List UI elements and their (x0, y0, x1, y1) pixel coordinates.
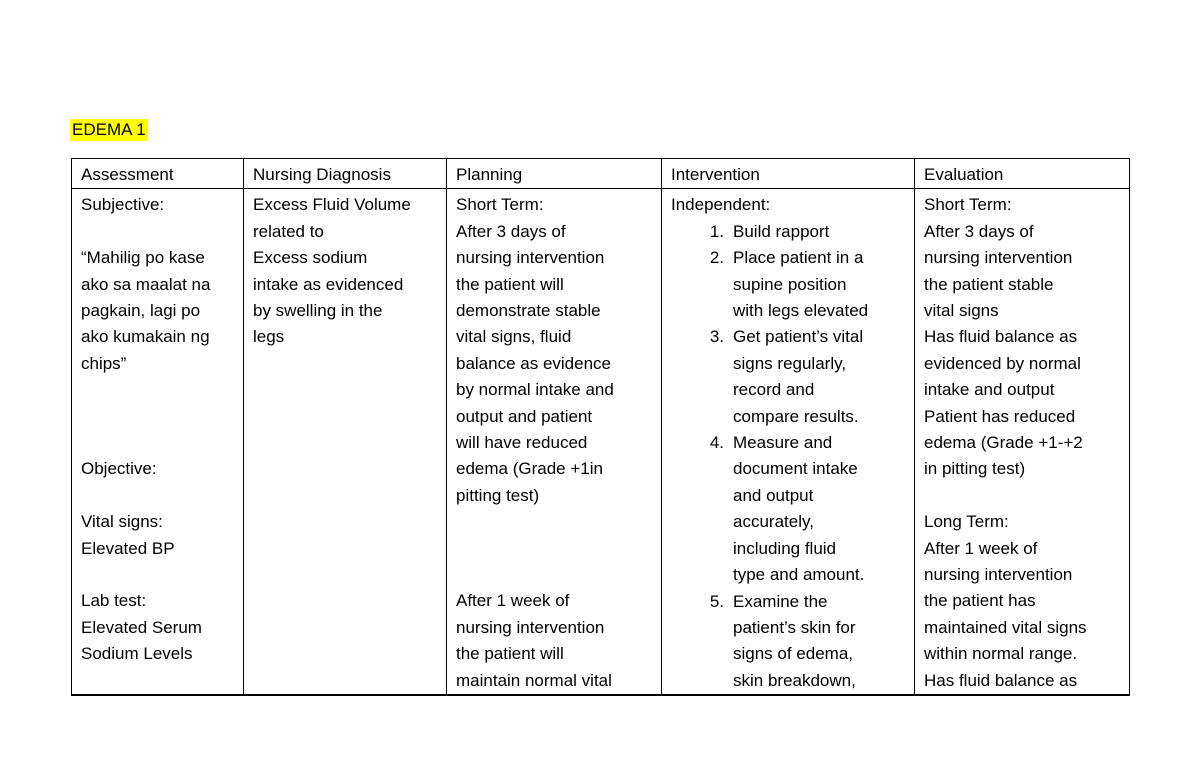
lab-test-value: Elevated Serum (81, 617, 202, 637)
short-term-label: Short Term: (456, 195, 544, 215)
patient-quote-line: ako sa maalat na (81, 274, 211, 294)
evaluation-cell (915, 189, 1130, 695)
diagnosis-line: intake as evidenced (253, 274, 404, 294)
header-intervention: Intervention (662, 159, 915, 189)
step-text: supine position (733, 274, 847, 294)
evaluation-long-line: nursing intervention (924, 565, 1073, 585)
patient-quote-line: pagkain, lagi po (81, 301, 201, 321)
step-text: with legs elevated (733, 301, 869, 321)
objective-label: Objective: (81, 459, 157, 479)
evaluation-short-line: Patient has reduced (924, 406, 1076, 426)
planning-short-line: vital signs, fluid (456, 327, 572, 347)
step-text: and output (733, 485, 814, 505)
planning-short-line: the patient will (456, 274, 564, 294)
step-number: 2. (709, 248, 724, 268)
step-text: compare results. (733, 406, 859, 426)
planning-short-line: edema (Grade +1in (456, 459, 603, 479)
intervention-list (671, 219, 905, 694)
short-term-label: Short Term: (924, 195, 1012, 215)
evaluation-short-line: the patient stable (924, 274, 1054, 294)
lab-test-value: Sodium Levels (81, 644, 193, 664)
step-text: Build rapport (733, 221, 830, 241)
planning-short-line: demonstrate stable (456, 301, 601, 321)
evaluation-short-line: After 3 days of (924, 221, 1034, 241)
planning-short-line: by normal intake and (456, 380, 614, 400)
planning-short-line: nursing intervention (456, 248, 605, 268)
diagnosis-line: related to (253, 221, 324, 241)
evaluation-short-line: evidenced by normal (924, 353, 1081, 373)
planning-short-line: balance as evidence (456, 353, 612, 373)
planning-long-line: After 1 week of (456, 591, 570, 611)
evaluation-long-line: maintained vital signs (924, 617, 1087, 637)
evaluation-long-line: After 1 week of (924, 538, 1038, 558)
step-text: Get patient’s vital (733, 327, 864, 347)
step-text: Examine the (733, 591, 828, 611)
header-evaluation: Evaluation (915, 159, 1130, 189)
patient-quote-line: “Mahilig po kase (81, 248, 205, 268)
step-text: Measure and (733, 433, 833, 453)
planning-short-line: pitting test) (456, 485, 540, 505)
long-term-label: Long Term: (924, 512, 1009, 532)
step-text: accurately, (733, 512, 814, 532)
step-text: skin breakdown, (733, 670, 856, 690)
step-text: type and amount. (733, 565, 865, 585)
header-nursing-diagnosis: Nursing Diagnosis (244, 159, 447, 189)
planning-cell (447, 189, 662, 695)
header-planning: Planning (447, 159, 662, 189)
step-text: document intake (733, 459, 858, 479)
lab-test-label: Lab test: (81, 591, 147, 611)
planning-long-line: nursing intervention (456, 617, 605, 637)
list-item (671, 430, 905, 588)
step-number: 1. (709, 221, 724, 241)
planning-long-line: maintain normal vital (456, 670, 612, 690)
evaluation-short-line: edema (Grade +1-+2 (924, 433, 1083, 453)
step-text: signs of edema, (733, 644, 854, 664)
assessment-cell (72, 189, 244, 695)
header-assessment: Assessment (72, 159, 244, 189)
evaluation-short-line: vital signs (924, 301, 999, 321)
subjective-label: Subjective: (81, 195, 165, 215)
evaluation-long-line: within normal range. (924, 644, 1078, 664)
planning-short-line: output and patient (456, 406, 593, 426)
step-text: including fluid (733, 538, 837, 558)
list-item (671, 324, 905, 430)
evaluation-short-line: Has fluid balance as (924, 327, 1078, 347)
list-item (671, 589, 905, 695)
planning-short-line: will have reduced (456, 433, 588, 453)
patient-quote-line: chips” (81, 353, 127, 373)
nursing-care-plan-table (71, 158, 1130, 696)
diagnosis-line: Excess Fluid Volume (253, 195, 411, 215)
evaluation-long-line: Has fluid balance as (924, 670, 1078, 690)
intervention-cell (662, 189, 915, 695)
evaluation-short-line: intake and output (924, 380, 1055, 400)
list-item (671, 219, 905, 245)
planning-long-line: the patient will (456, 644, 564, 664)
independent-label: Independent: (671, 195, 771, 215)
diagnosis-line: by swelling in the (253, 301, 383, 321)
vital-signs-label: Vital signs: (81, 512, 163, 532)
diagnosis-line: legs (253, 327, 285, 347)
table-row (72, 189, 1130, 695)
evaluation-short-line: nursing intervention (924, 248, 1073, 268)
step-number: 4. (709, 433, 724, 453)
step-number: 3. (709, 327, 724, 347)
step-text: patient’s skin for (733, 617, 856, 637)
step-text: Place patient in a (733, 248, 864, 268)
step-text: record and (733, 380, 815, 400)
document-title: EDEMA 1 (72, 120, 146, 139)
list-item (671, 245, 905, 324)
step-text: signs regularly, (733, 353, 847, 373)
diagnosis-cell (244, 189, 447, 695)
vital-signs-value: Elevated BP (81, 538, 175, 558)
table-header-row (72, 159, 1130, 189)
diagnosis-line: Excess sodium (253, 248, 368, 268)
patient-quote-line: ako kumakain ng (81, 327, 210, 347)
step-number: 5. (709, 591, 724, 611)
planning-short-line: After 3 days of (456, 221, 566, 241)
evaluation-long-line: the patient has (924, 591, 1036, 611)
evaluation-short-line: in pitting test) (924, 459, 1026, 479)
